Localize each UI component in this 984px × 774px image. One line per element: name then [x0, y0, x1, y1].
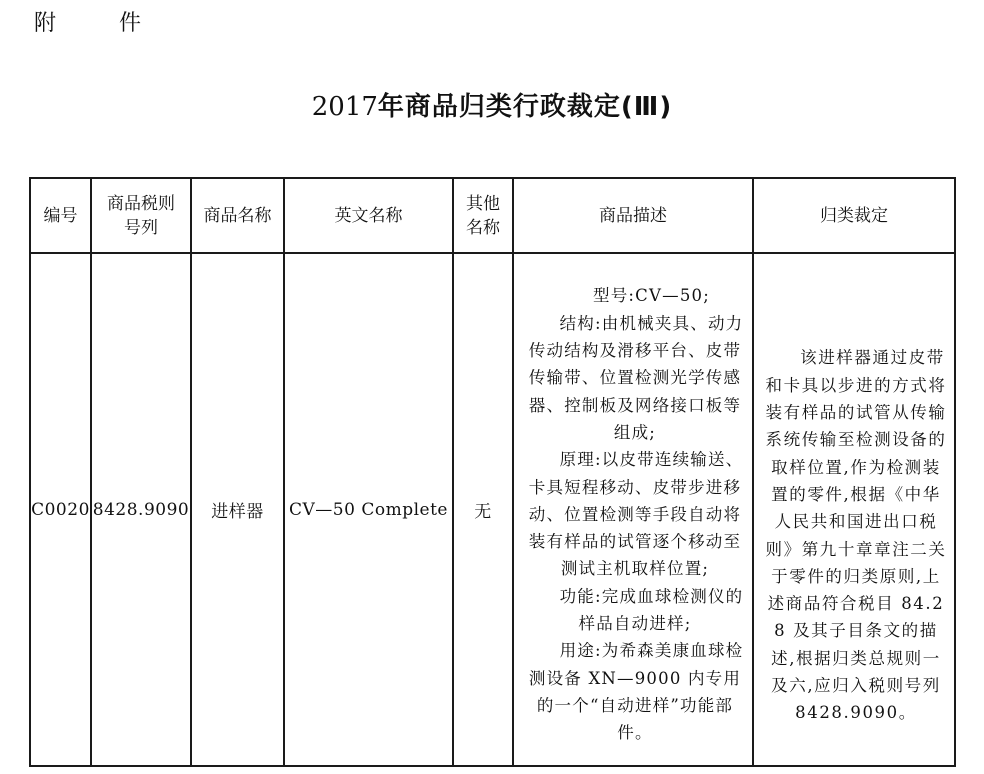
attachment-label: 附 件 — [34, 11, 169, 36]
description-function: 功能:完成血球检测仪的样品自动进样; — [559, 586, 744, 634]
table-row — [30, 253, 955, 766]
header-tariff-label: 商品税则号列 — [107, 193, 175, 238]
page-title — [0, 86, 984, 123]
english-name-value: CV—50 Complete — [289, 499, 448, 520]
tariff-value: 8428.9090 — [92, 499, 190, 520]
header-english-name: 英文名称 — [284, 178, 453, 253]
description-structure: 结构:由机械夹具、动力传动结构及滑移平台、皮带传输带、位置检测光学传感器、控制板及网络接口板等组成; — [528, 313, 744, 442]
header-code: 编号 — [30, 178, 91, 253]
description-principle: 原理:以皮带连续输送、卡具短程移动、皮带步进移动、位置检测等手段自动将装有样品的试管逐个移动至测试主机取样位置; — [528, 450, 744, 579]
cell-ruling — [753, 253, 955, 766]
title-text: 年商品归类行政裁定(Ⅲ) — [377, 92, 673, 122]
cell-name — [191, 253, 284, 766]
header-description: 商品描述 — [513, 178, 753, 253]
cell-other-name — [453, 253, 513, 766]
code-value: C0020 — [31, 499, 90, 520]
header-tariff — [91, 178, 191, 253]
cell-english-name — [284, 253, 453, 766]
cell-tariff — [91, 253, 191, 766]
header-ruling: 归类裁定 — [753, 178, 955, 253]
description-model: 型号:CV—50; — [593, 286, 710, 306]
other-name-value: 无 — [474, 502, 492, 522]
header-other-name-label: 其他名称 — [466, 193, 500, 238]
header-name: 商品名称 — [191, 178, 284, 253]
description-text — [514, 272, 752, 746]
name-value: 进样器 — [211, 502, 264, 522]
table-header-row — [30, 178, 955, 253]
header-other-name — [453, 178, 513, 253]
ruling-text: 该进样器通过皮带和卡具以步进的方式将装有样品的试管从传输系统传输至检测设备的取样位置,作为检测装置的零件,根据《中华人民共和国进出口税则》第九十章章注二关于零件的归类原则,上述商品符合税目 84.28 及其子目条文的描述,根据归类总规则一及六,应归入税则号列 8428.9090。 — [765, 348, 947, 723]
ruling-table — [29, 177, 956, 767]
title-year: 2017 — [311, 92, 378, 122]
description-use: 用途:为希森美康血球检测设备 XN—9000 内专用的一个“自动进样”功能部件。 — [528, 641, 744, 743]
cell-code — [30, 253, 91, 766]
cell-description — [513, 253, 753, 766]
